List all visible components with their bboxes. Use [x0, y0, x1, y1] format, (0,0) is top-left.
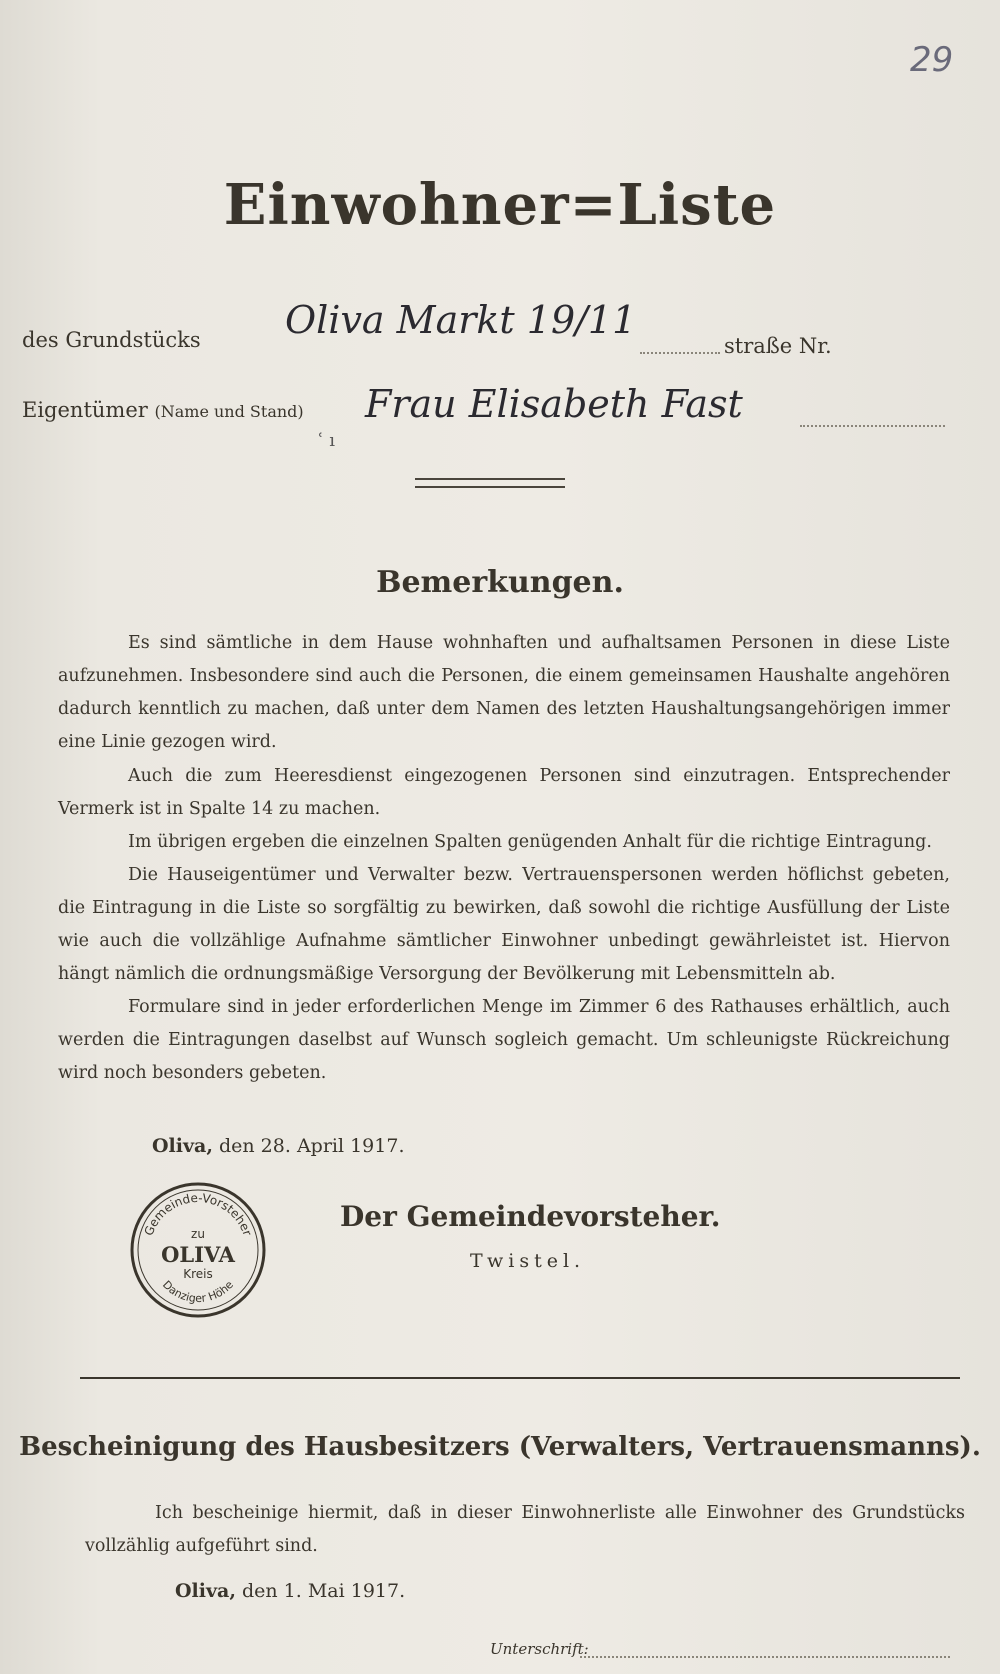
owner-label-main: Eigentümer — [22, 398, 148, 422]
property-dotted-line — [640, 352, 720, 354]
certification-heading: Bescheinigung des Hausbesitzers (Verwalters, Vertrauensmanns). — [19, 1432, 981, 1462]
remarks-paragraph-2: Auch die zum Heeresdienst eingezogenen Personen sind einzutragen. Entsprechender Vermerk ist in Spalte 14 zu machen. — [58, 766, 950, 819]
signature-line — [580, 1656, 950, 1658]
stamp-bottom-text: Danziger Höhe — [160, 1278, 236, 1306]
remarks-heading: Bemerkungen. — [376, 565, 624, 600]
official-stamp — [128, 1180, 268, 1320]
certification-place: Oliva, — [175, 1580, 236, 1602]
signature-label: Unterschrift: — [490, 1640, 589, 1658]
certification-date — [175, 1580, 405, 1602]
stamp-kreis: Kreis — [183, 1267, 213, 1281]
signatory-title: Der Gemeindevorsteher. — [340, 1200, 721, 1233]
remarks-paragraph-3: Im übrigen ergeben die einzelnen Spalten genügenden Anhalt für die richtige Eintragung. — [128, 832, 932, 852]
section-divider — [80, 1377, 960, 1379]
stamp-zu: zu — [191, 1227, 205, 1241]
stamp-top-text: Gemeinde-Vorsteher — [141, 1190, 255, 1238]
certification-text: Ich bescheinige hiermit, daß in dieser Einwohnerliste alle Einwohner des Grundstücks vollzählig aufgeführt sind. — [85, 1503, 965, 1556]
owner-handwritten: Frau Elisabeth Fast — [365, 382, 743, 426]
double-rule — [415, 478, 565, 488]
document-title: Einwohner=Liste — [223, 172, 777, 238]
remarks-paragraph-5: Formulare sind in jeder erforderlichen Menge im Zimmer 6 des Rathauses erhältlich, auch werden die Eintragungen daselbst auf Wunsch sogleich gemacht. Um schleunigste Rückreichung wird noch besonders gebeten. — [58, 997, 950, 1083]
page-number: 29 — [910, 40, 954, 80]
issue-date — [152, 1135, 405, 1157]
certification-date-text: den 1. Mai 1917. — [242, 1580, 406, 1602]
property-handwritten: Oliva Markt 19/11 — [285, 298, 637, 342]
signatory-name: Twistel. — [470, 1250, 586, 1272]
issue-place: Oliva, — [152, 1135, 213, 1157]
remarks-paragraph-4: Die Hauseigentümer und Verwalter bezw. Vertrauenspersonen werden höflichst gebeten, die Eintragung in die Liste so sorgfältig zu bewirken, daß sowohl die richtige Ausfüllung der Liste wie auch die vollzählige Aufnahme sämtlicher Einwohner unbedingt gewährleistet ist. Hiervon hängt nämlich die ordnungsmäßige Versorgung der Bevölkerung mit Lebensmitteln ab. — [58, 865, 950, 984]
stamp-place: OLIVA — [161, 1242, 235, 1267]
owner-dotted-line — [800, 425, 945, 427]
owner-label — [22, 398, 304, 422]
owner-label-sub: (Name und Stand) — [154, 402, 304, 421]
property-label: des Grundstücks — [22, 328, 201, 352]
pen-mark: ʿ ı — [318, 430, 336, 451]
remarks-paragraph-1: Es sind sämtliche in dem Hause wohnhaften und aufhaltsamen Personen in diese Liste aufzunehmen. Insbesondere sind auch die Personen, die einem gemeinsamen Haushalte angehören dadurch kenntlich zu machen, daß unter dem Namen des letzten Haushaltungsangehörigen immer eine Linie gezogen wird. — [58, 633, 950, 752]
street-number-label: straße Nr. — [724, 334, 832, 358]
issue-date-text: den 28. April 1917. — [219, 1135, 405, 1157]
